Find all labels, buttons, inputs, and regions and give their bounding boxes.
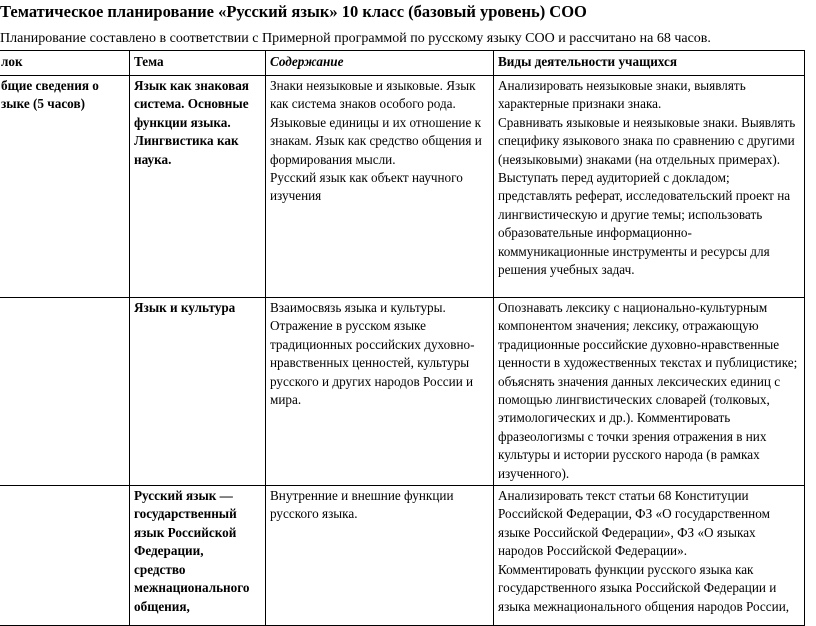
cell-text-line: Выступать перед аудиторией с докладом; (498, 170, 730, 186)
table-row (0, 76, 805, 298)
row-topic-cell (130, 76, 266, 298)
row-content-cell (266, 486, 494, 626)
cell-text-line: (неязыковыми) знаками (на отдельных примерах). (498, 151, 781, 167)
cell-text-line: Опознавать лексику с национально-культурным (498, 300, 768, 315)
cell-text-line: знакам. Язык как средство общения и (270, 133, 482, 149)
cell-text-line: лингвистическую и другие темы; использовать (498, 206, 763, 222)
cell-text-line: как система знаков особого рода. (270, 96, 456, 112)
row-content-cell (266, 76, 494, 298)
cell-text-line: бщие сведения о (1, 78, 99, 93)
cell-text-line: решения учебных задач. (498, 262, 635, 278)
cell-text-line: формирования мысли. (270, 151, 396, 167)
cell-text-line: межнационального (134, 580, 250, 596)
cell-text-line: зыке (5 часов) (1, 96, 85, 112)
cell-text-line: образовательные информационно- (498, 225, 692, 241)
cell-text-line: этимологических и др.). Комментировать (498, 410, 731, 426)
row-block-cell (0, 298, 130, 486)
cell-text-line: функции языка. (134, 114, 231, 130)
cell-text-line: мира. (270, 392, 302, 408)
cell-text-line: Отражение в русском языке (270, 318, 426, 334)
cell-text-line: представлять реферат, исследовательский проект на (498, 188, 791, 204)
cell-text-line: фразеологизмы с точки зрения отражения в них (498, 428, 767, 444)
row-topic-cell (130, 298, 266, 486)
cell-text-line: язык Российской (134, 524, 237, 540)
cell-text-line: Русский язык как объект научного (270, 170, 463, 186)
cell-text-line: Знаки неязыковые и языковые. Язык (270, 78, 476, 93)
cell-text-line: традиционные российские духовно-нравственные (498, 336, 780, 352)
cell-text-line: русского языка. (270, 506, 358, 522)
document-title: Тематическое планирование «Русский язык» 10 класс (базовый уровень) СОО (0, 2, 587, 21)
cell-text-line: специфику языкового знака по сравнению с другими (498, 133, 795, 149)
header-content: Содержание (266, 51, 494, 76)
cell-text-line: Комментировать функции русского языка как (498, 561, 754, 577)
cell-text-line: коммуникационные инструменты и ресурсы для (498, 243, 770, 259)
cell-text-line: государственный (134, 506, 237, 522)
cell-text-line: языка межнационального общения народов России, (498, 598, 790, 614)
cell-text-line: компонентом значения; лексику, отражающую (498, 318, 759, 334)
cell-text-line: система. Основные (134, 96, 249, 112)
document-subtitle: Планирование составлено в соответствии с Примерной программой по русскому языку СОО и рассчитано на 68 часов. (0, 31, 711, 46)
header-activities: Виды деятельности учащихся (494, 51, 805, 76)
cell-text-line: изучения (270, 188, 322, 204)
cell-text-line: изученного). (498, 465, 570, 481)
cell-text-line: Федерации, (134, 543, 204, 559)
cell-text-line: Российской Федерации, ФЗ «О государственном (498, 506, 770, 522)
cell-text-line: Внутренние и внешние функции (270, 488, 454, 504)
cell-text-line: нравственных ценностей, культуры (270, 355, 470, 371)
cell-text-line: языке Российской Федерации», ФЗ «О языках (498, 524, 756, 540)
cell-text-line: народов Российской Федерации». (498, 543, 688, 559)
cell-text-line: Сравнивать языковые и неязыковые знаки. Выявлять (498, 114, 796, 130)
planning-table (0, 50, 805, 626)
cell-text-line: объяснять значения данных лексических единиц с (498, 373, 781, 389)
row-activities-cell (494, 486, 805, 626)
cell-text-line: культуры и истории русского народа (в рамках (498, 447, 760, 463)
cell-text-line: общения, (134, 598, 190, 614)
cell-text-line: ценности в художественных текстах и публицистике; (498, 355, 798, 371)
header-topic: Тема (130, 51, 266, 76)
table-row (0, 486, 805, 626)
cell-text-line: помощью лингвистических словарей (толковых, (498, 392, 770, 408)
cell-text-line: русского и других народов России и (270, 373, 474, 389)
cell-text-line: характерные признаки знака. (498, 96, 662, 112)
cell-text-line: Лингвистика как (134, 133, 239, 149)
row-activities-cell (494, 76, 805, 298)
row-activities-cell (494, 298, 805, 486)
cell-text-line: средство (134, 561, 186, 577)
row-content-cell (266, 298, 494, 486)
cell-text-line: Язык как знаковая (134, 78, 249, 93)
cell-text-line: Язык и культура (134, 300, 236, 315)
row-topic-cell (130, 486, 266, 626)
header-block: лок (0, 51, 130, 76)
cell-text-line: наука. (134, 151, 172, 167)
cell-text-line: государственного языка Российской Федерации и (498, 580, 777, 596)
row-block-cell (0, 76, 130, 298)
cell-text-line: Анализировать текст статьи 68 Конституции (498, 488, 749, 504)
cell-text-line: Языковые единицы и их отношение к (270, 114, 482, 130)
cell-text-line: Русский язык — (134, 488, 233, 504)
cell-text-line: традиционных российских духовно- (270, 336, 475, 352)
table-row (0, 298, 805, 486)
cell-text-line: Анализировать неязыковые знаки, выявлять (498, 78, 746, 93)
cell-text-line: Взаимосвязь языка и культуры. (270, 300, 446, 315)
row-block-cell (0, 486, 130, 626)
table-header-row (0, 51, 805, 76)
